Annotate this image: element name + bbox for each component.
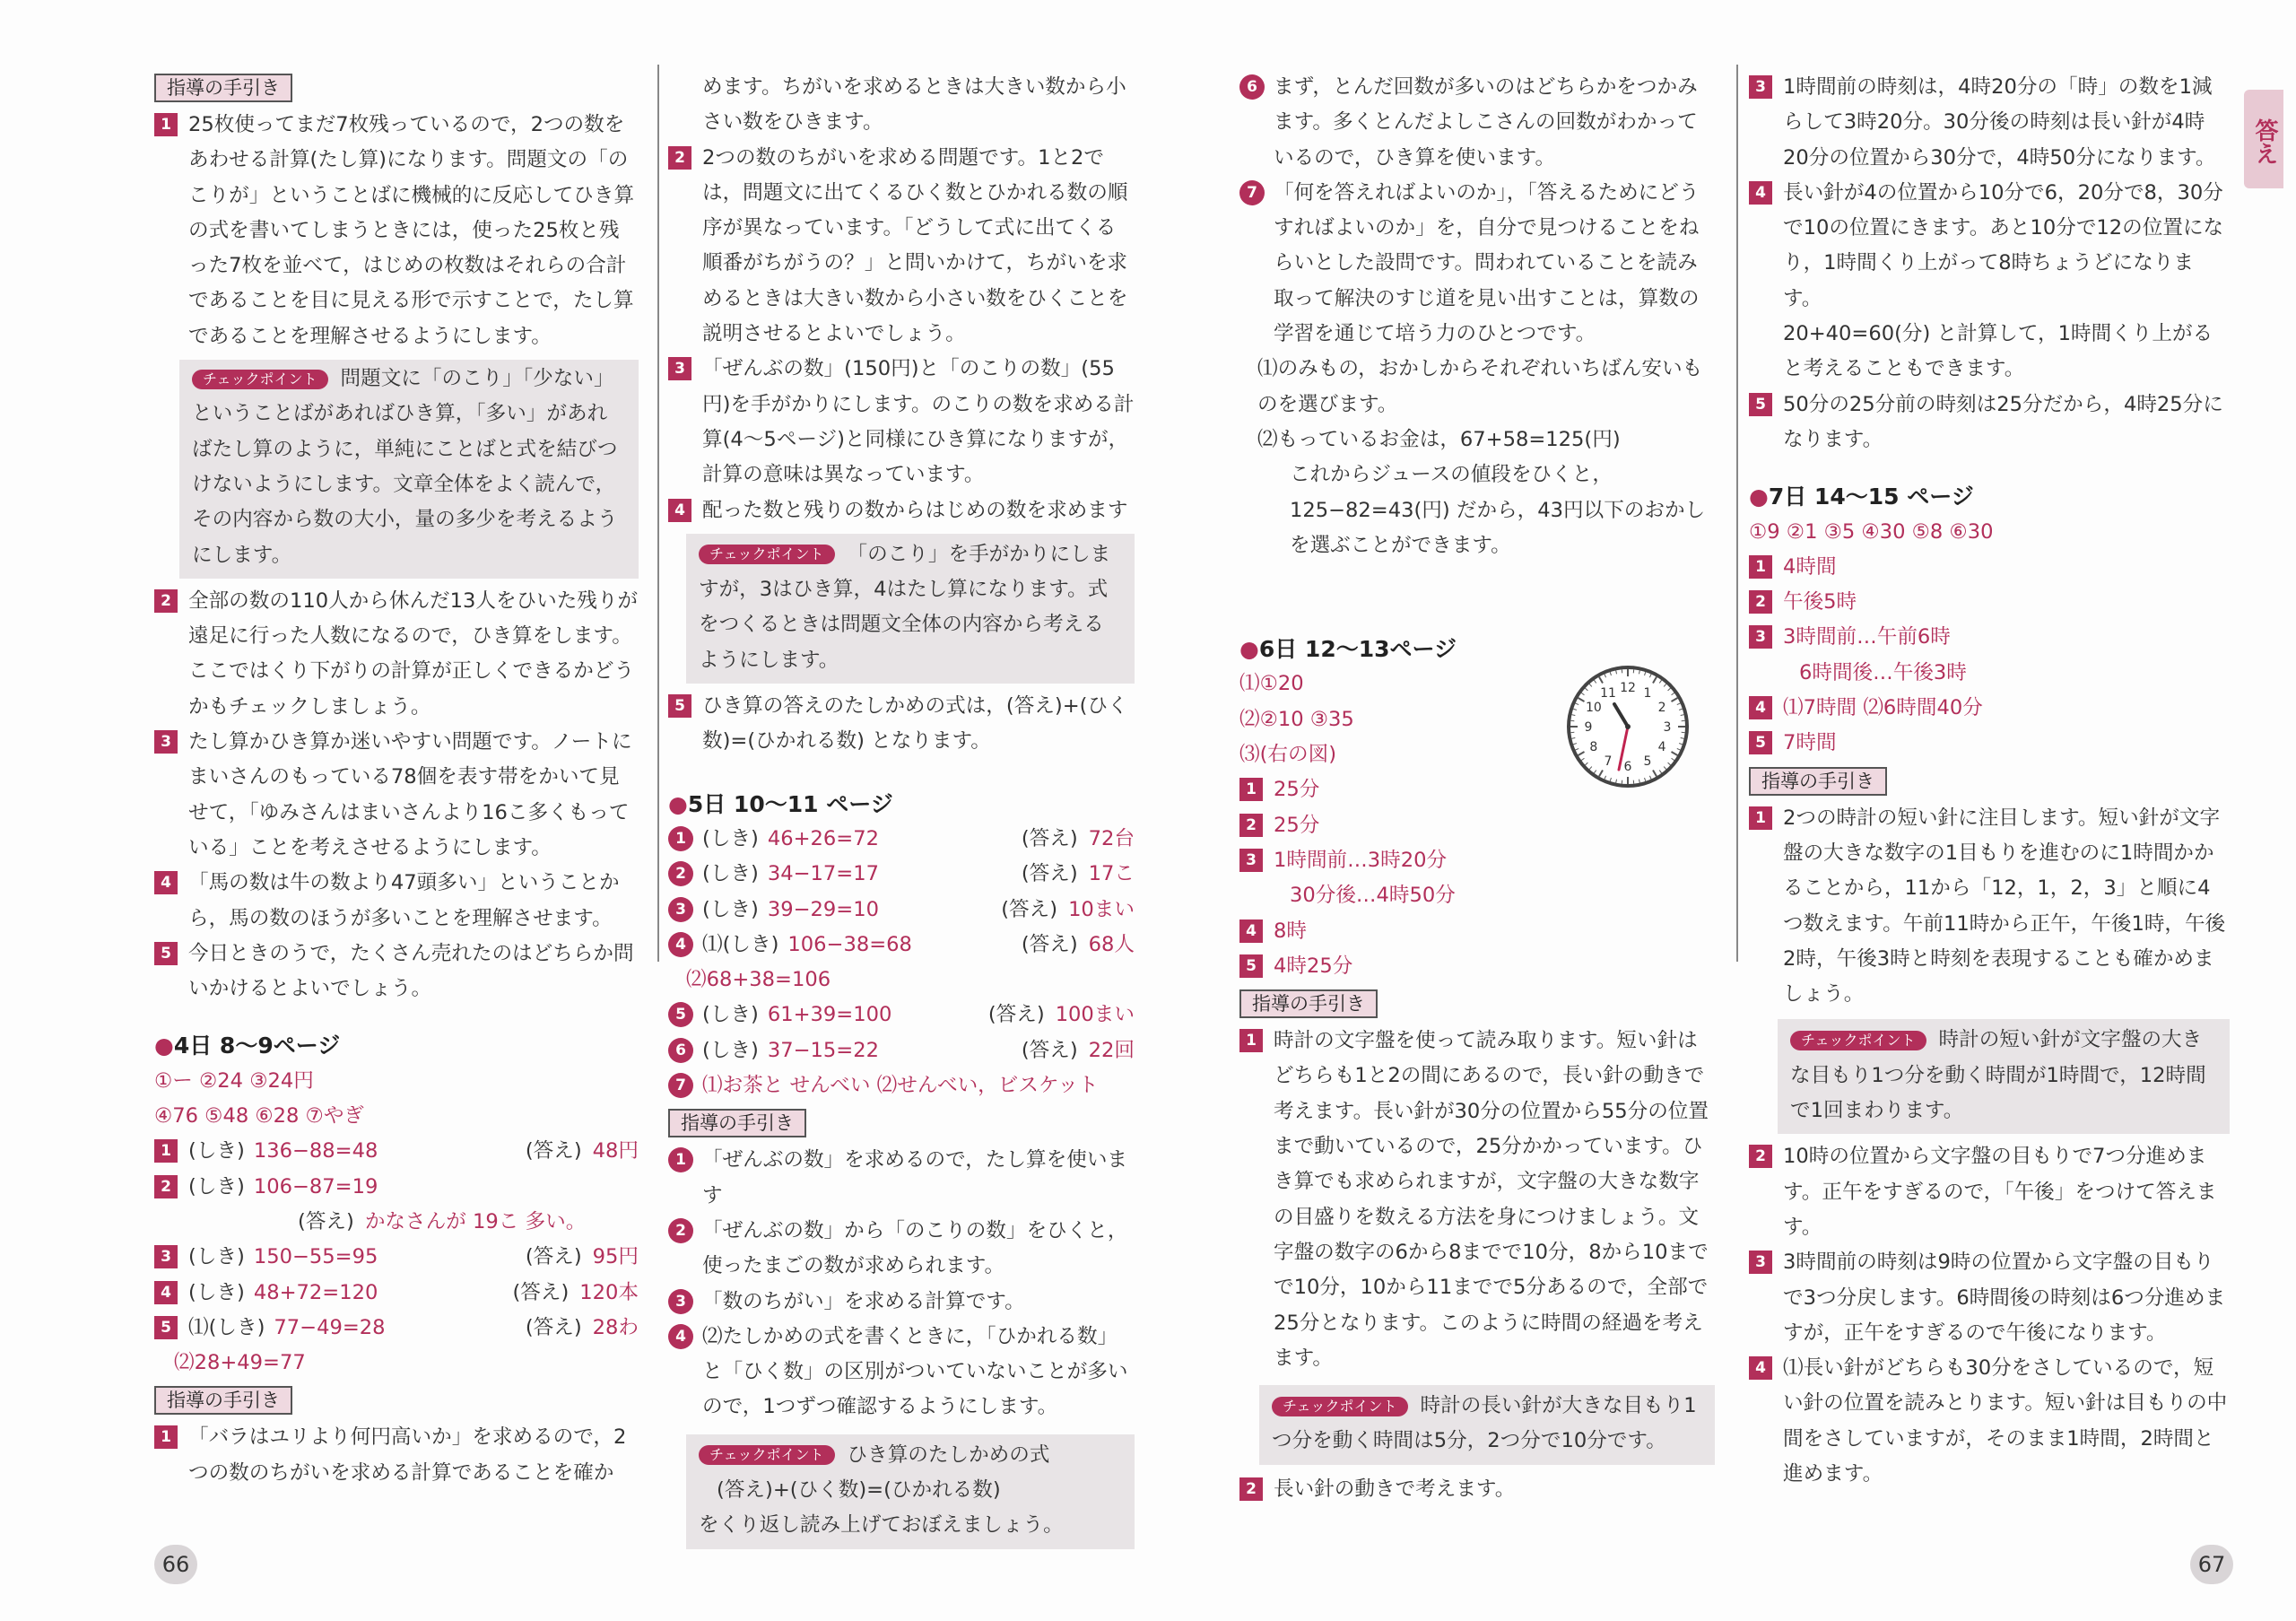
guide-item: [668, 689, 1135, 760]
continued-text: めます。ちがいを求めるときは大きい数から小さい数をひきます。: [702, 75, 1126, 135]
shiki-label: (しき): [702, 1038, 759, 1062]
answer-row: [1749, 550, 2230, 585]
item-number: 3: [668, 1289, 693, 1314]
answer-row: [1239, 914, 1715, 949]
clock-number: 5: [1643, 754, 1652, 770]
answer-row: [154, 1276, 639, 1311]
item-text: 1時間前の時刻は，4時20分の「時」の数を1減らして3時20分。30分後の時刻は長い針が4時20分の位置から30分で，4時50分になります。: [1783, 75, 2216, 170]
answer-row: [1749, 585, 2230, 620]
check-point-text: 時計の短い針が文字盤の大きな目もり1つ分を動く時間が1時間で，12時間で1回まわります。: [1790, 1028, 2206, 1123]
answer-label: (答え): [1021, 826, 1078, 850]
item-number: 4: [668, 1324, 693, 1349]
column-divider: [1736, 65, 1738, 962]
equation: 136−88=48: [253, 1139, 378, 1163]
item-number: 5: [1749, 393, 1772, 416]
guide-item: [668, 1320, 1135, 1425]
guide-item: [1749, 70, 2230, 176]
item-number: 1: [154, 1139, 178, 1163]
item-number: 5: [668, 694, 691, 718]
answer-line: ⑵68+38=106: [686, 968, 831, 992]
answer-row: [668, 998, 1135, 1033]
answer-value: 22回: [1088, 1038, 1135, 1062]
guide-item: [1239, 1024, 1715, 1376]
clock-number: 6: [1623, 760, 1632, 774]
item-number: 1: [1749, 806, 1772, 830]
item-text: 全部の数の110人から休んだ13人をひいた残りが遠足に行った人数になるので，ひき算をします。ここではくり下がりの計算が正しくできるかどうかもチェックしましょう。: [188, 588, 639, 719]
guide-item: [154, 584, 639, 725]
shiki-label: (しき): [702, 826, 759, 850]
clock-number: 2: [1657, 701, 1666, 715]
column-1: [154, 70, 639, 1491]
item-text: 配った数と残りの数からはじめの数を求めます: [702, 498, 1128, 522]
guide-item: [1749, 1245, 2230, 1351]
check-point-text: 問題文に「のこり」「少ない」ということばがあればひき算，「多い」があればたし算のように，単純にことばと式を結びつけないようにします。文章全体をよく読んで，その内容から数の大小，量の多少を考えるようにします。: [192, 367, 618, 567]
answer-value: 48円: [592, 1139, 639, 1163]
check-point-badge: チェックポイント: [1272, 1397, 1408, 1416]
answer-label: (答え): [1021, 1038, 1078, 1062]
item-text: たし算かひき算か迷いやすい問題です。ノートにまいさんのもっている78個を表す帯をかいて見せて，「ゆみさんはまいさんより16こ多くもっている」ことを考えさせるようにします。: [188, 730, 632, 859]
answer-value: 4時間: [1783, 554, 1837, 579]
item-text: 3時間前の時刻は9時の位置から文字盤の目もりで3つ分戻します。6時間後の時刻は6つ分進めますが，正午をすぎるので午後になります。: [1783, 1251, 2226, 1345]
guide-item: [668, 1285, 1135, 1320]
equation: 48+72=120: [253, 1280, 378, 1304]
equation: 34−17=17: [767, 862, 879, 886]
page-number: 67: [2190, 1545, 2233, 1584]
item-number: 2: [668, 861, 693, 886]
sub-text: ⑵もっているお金は，67+58=125(円): [1257, 427, 1621, 451]
answer-line: ④76 ⑤48 ⑥28 ⑦やぎ: [154, 1104, 365, 1129]
equation: 61+39=100: [767, 1003, 892, 1027]
answer-label: (答え): [512, 1280, 570, 1304]
item-number: 5: [1239, 954, 1263, 978]
equation: 106−38=68: [787, 932, 912, 956]
answer-row: [1749, 691, 2230, 726]
item-number: 2: [154, 1175, 178, 1198]
guide-item: [1749, 801, 2230, 1013]
item-number: 3: [1239, 849, 1263, 872]
item-number: 2: [668, 146, 691, 170]
sub-text: これからジュースの値段をひくと，: [1290, 463, 1613, 487]
column-divider: [657, 65, 659, 962]
column-2: [668, 70, 1135, 1555]
guide-item: [154, 108, 639, 354]
item-number: 2: [154, 589, 178, 613]
answer-value: 10まい: [1068, 897, 1135, 921]
item-text: 25枚使ってまだ7枚残っているので，2つの数をあわせる計算(たし算)になります。問題文の「のこりが」ということばに機械的に反応してひき算の式を書いてしまうときには，使った25枚と残った7枚を並べて，はじめの枚数はそれらの合計であることを目に見える形で示すことで，たし算であることを理解させるようにします。: [188, 113, 635, 348]
answer-value: 17こ: [1088, 862, 1135, 886]
item-number: 2: [1749, 1145, 1772, 1168]
equation: 106−87=19: [253, 1174, 378, 1198]
item-number: 1: [1239, 1029, 1263, 1052]
item-number: 5: [668, 1002, 693, 1027]
answer-row: [668, 893, 1135, 928]
answer-value: かなさんが 19こ 多い。: [364, 1209, 587, 1233]
answer-label: (答え): [1021, 932, 1078, 956]
shiki-label: (しき): [188, 1139, 245, 1163]
guide-item: [1749, 1351, 2230, 1492]
item-text: 2つの数のちがいを求める問題です。1と2では，問題文に出てくるひく数とひかれる数の順序が異なっています。「どうして式に出てくる順番がちがうの？」と問いかけて，ちがいを求めるときは大きい数から小さい数をひくことを説明させるとよいでしょう。: [702, 145, 1128, 346]
check-point-text: (答え)+(ひく数)=(ひかれる数): [717, 1477, 1001, 1502]
guide-heading: 指導の手引き: [154, 1386, 292, 1415]
answer-value: 25分: [1274, 813, 1320, 837]
sub-text: 125−82=43(円) だから，43円以下のおかしを選ぶことができます。: [1290, 498, 1706, 557]
clock-number: 10: [1585, 701, 1602, 715]
shiki-label: (しき): [188, 1174, 245, 1198]
answer-row: [668, 822, 1135, 857]
answers-tab: 答え: [2244, 90, 2283, 188]
answer-label: (答え): [298, 1209, 354, 1233]
item-text: 今日ときのうで，たくさん売れたのはどちらか問いかけるとよいでしょう。: [188, 941, 634, 1001]
equation: 39−29=10: [767, 897, 879, 921]
check-point-box: [1778, 1019, 2230, 1134]
right-page: [1150, 0, 2296, 1621]
answer-row: [154, 1170, 639, 1205]
day-heading: ●5日 10～11 ページ: [668, 790, 893, 817]
clock-number: 4: [1657, 740, 1666, 754]
item-text: 「馬の数は牛の数より47頭多い」ということから，馬の数のほうが多いことを理解させます。: [188, 871, 620, 930]
answer-label: (答え): [1001, 897, 1058, 921]
answer-line: ⑶(右の図): [1239, 743, 1337, 767]
shiki-label: (しき): [188, 1280, 245, 1304]
check-point-box: [686, 534, 1135, 684]
item-number: 1: [668, 1147, 693, 1172]
item-text: 「ぜんぶの数」から「のこりの数」をひくと，使ったまごの数が求められます。: [702, 1218, 1128, 1278]
item-number: 1: [1749, 555, 1772, 579]
answer-line: 6時間後…午後3時: [1799, 660, 1967, 684]
item-number: 2: [668, 1218, 693, 1243]
answer-row: [154, 1240, 639, 1275]
item-text: 時計の文字盤を使って読み取ります。短い針はどちらも1と2の間にあるので，長い針の動きで考えます。長い針が30分の位置から55分の位置まで動いているので，25分かかっています。ひき算でも求められますが，文字盤の大きな数字の目盛りを数える方法を身につけましょう。文字盤の数字の6から8までで10分，8から10までで10分，10から11までで5分あるので，全部で25分となります。このように時間の経過を考えます。: [1274, 1029, 1709, 1370]
day-title: 5日 10～11 ページ: [687, 790, 893, 817]
answer-row: [668, 1068, 1135, 1103]
item-number: 3: [1749, 1251, 1772, 1274]
answer-value: 120本: [579, 1280, 639, 1304]
clock-number: 1: [1643, 685, 1652, 701]
guide-item: [668, 1214, 1135, 1285]
clock-number: 12: [1620, 681, 1636, 695]
check-point-badge: チェックポイント: [699, 545, 835, 564]
item-text: ⑵たしかめの式を書くときに，「ひかれる数」と「ひく数」の区別がついていないことが多いので，1つずつ確認するようにします。: [702, 1324, 1128, 1419]
answer-row: [668, 1033, 1135, 1068]
guide-item: [154, 725, 639, 866]
answer-label: (答え): [525, 1315, 582, 1339]
shiki-label: (しき): [702, 1003, 759, 1027]
shiki-label: ⑴(しき): [702, 932, 779, 956]
answer-line: ⑵②10 ③35: [1239, 707, 1354, 731]
shiki-label: (しき): [188, 1245, 245, 1269]
answer-value: 68人: [1088, 932, 1135, 956]
answer-value: 8時: [1274, 919, 1307, 943]
answer-line: ①ー ②24 ③24円: [154, 1068, 314, 1093]
item-number: 4: [668, 499, 691, 522]
answer-row: [668, 928, 1135, 963]
check-point-text: 「のこり」を手がかりにしますが，3はひき算，4はたし算になります。式をつくるときは問題文全体の内容から考えるようにします。: [699, 542, 1111, 672]
clock-number: 9: [1584, 720, 1593, 735]
clock-number: 11: [1600, 685, 1616, 701]
item-text: 「ぜんぶの数」(150円)と「のこりの数」(55円)を手がかりにします。のこりの数を求める計算(4～5ページ)と同様にひき算になりますが，計算の意味は異なっています。: [702, 357, 1135, 487]
equation: 77−49=28: [274, 1315, 386, 1339]
check-point-box: [1259, 1385, 1715, 1465]
answer-label: (答え): [525, 1245, 582, 1269]
item-number: 5: [1749, 731, 1772, 754]
item-text: ひき算の答えのたしかめの式は，(答え)+(ひく数)=(ひかれる数) となります。: [702, 694, 1128, 754]
answer-row: [1239, 949, 1715, 984]
item-number: 4: [1239, 919, 1263, 943]
item-number: 3: [1749, 625, 1772, 649]
answer-value: 28わ: [592, 1315, 639, 1339]
clock-number: 3: [1663, 720, 1672, 735]
guide-heading: 指導の手引き: [154, 74, 292, 102]
answer-value: 95円: [592, 1245, 639, 1269]
guide-item: [154, 866, 639, 937]
item-text: 長い針の動きで考えます。: [1274, 1477, 1516, 1501]
guide-item: [668, 352, 1135, 492]
check-point-badge: チェックポイント: [192, 370, 328, 389]
check-point-badge: チェックポイント: [699, 1445, 835, 1465]
shiki-label: ⑴(しき): [188, 1315, 265, 1339]
item-number: 4: [1749, 696, 1772, 719]
answer-value: ⑴お茶と せんべい ⑵せんべい，ビスケット: [702, 1074, 1099, 1098]
item-number: 2: [1239, 814, 1263, 837]
clock-number: 8: [1589, 740, 1598, 754]
item-number: 6: [1239, 74, 1265, 100]
day-title: 7日 14～15 ページ: [1768, 484, 1974, 510]
item-number: 3: [154, 730, 178, 754]
check-point-box: [686, 1434, 1135, 1549]
answer-value: 3時間前…午前6時: [1783, 625, 1951, 649]
answer-line: ①9 ②1 ③5 ④30 ⑤8 ⑥30: [1749, 519, 1994, 544]
item-number: 1: [1239, 778, 1263, 801]
answer-value: 午後5時: [1783, 590, 1857, 614]
answer-row: [1749, 726, 2230, 761]
answer-line: 30分後…4時50分: [1290, 884, 1456, 908]
guide-item: [1239, 176, 1715, 352]
answer-line: ⑵28+49=77: [174, 1351, 306, 1375]
guide-item: [1239, 70, 1715, 176]
check-point-text: をくり返し読み上げておぼえましょう。: [699, 1513, 1064, 1538]
item-number: 3: [154, 1245, 178, 1268]
item-number: 6: [668, 1038, 693, 1063]
answer-row: [154, 1311, 639, 1346]
item-number: 5: [154, 942, 178, 965]
item-number: 2: [1239, 1477, 1263, 1501]
day-title: 4日 8～9ページ: [173, 1033, 341, 1059]
page-number: 66: [154, 1545, 197, 1584]
answer-value: 1時間前…3時20分: [1274, 848, 1448, 872]
check-point-box: [179, 360, 639, 579]
answer-row: [154, 1134, 639, 1169]
answer-row: [668, 857, 1135, 892]
continued-text: 20+40=60(分) と計算して，1時間くり上がると考えることもできます。: [1783, 322, 2213, 381]
guide-item: [1749, 1139, 2230, 1245]
check-point-text: 時計の長い針が大きな目もり1つ分を動く時間は5分，2つ分で10分です。: [1272, 1394, 1697, 1453]
clock-number: 7: [1604, 754, 1613, 770]
guide-item: [668, 493, 1135, 528]
guide-item: [668, 141, 1135, 353]
item-text: 長い針が4の位置から10分で6，20分で8，30分で10の位置にきます。あと10分で12の位置になり，1時間くり上がって8時ちょうどになります。: [1783, 180, 2224, 310]
answer-label: (答え): [525, 1139, 582, 1163]
day-heading: ●6日 12～13ページ: [1239, 636, 1457, 663]
answer-value: 7時間: [1783, 731, 1837, 755]
item-number: 4: [154, 871, 178, 894]
answer-value: 72台: [1088, 826, 1135, 850]
equation: 37−15=22: [767, 1038, 879, 1062]
item-number: 4: [668, 932, 693, 957]
equation: 46+26=72: [767, 826, 879, 850]
answer-value: 4時25分: [1274, 954, 1353, 978]
answer-value: 25分: [1274, 778, 1320, 802]
answer-row: [154, 1205, 639, 1240]
item-number: 7: [668, 1073, 693, 1098]
item-number: 5: [154, 1316, 178, 1339]
item-text: 「何を答えればよいのか」，「答えるためにどうすればよいのか」を，自分で見つけることをねらいとした設問です。問われていることを読み取って解決のすじ道を見い出すことは，算数の学習を通じて培う力のひとつです。: [1274, 180, 1700, 346]
column-4: [1749, 70, 2230, 1492]
item-number: 2: [1749, 590, 1772, 614]
item-text: 10時の位置から文字盤の目もりで7つ分進めます。正午をすぎるので，「午後」をつけて答えます。: [1783, 1145, 2217, 1239]
sub-text: ⑴のみもの，おかしからそれぞれいちばん安いものを選びます。: [1257, 357, 1703, 416]
answer-row: [1239, 843, 1715, 878]
item-number: 7: [1239, 180, 1265, 205]
guide-item: [154, 1420, 639, 1491]
answer-value: ⑴7時間 ⑵6時間40分: [1783, 696, 1983, 720]
guide-item: [1749, 176, 2230, 317]
item-text: 「バラはユリより何円高いか」を求めるので，2つの数のちがいを求める計算であることを確か: [188, 1425, 627, 1485]
answer-row: [1239, 808, 1715, 843]
item-number: 3: [668, 357, 691, 380]
item-number: 1: [668, 826, 693, 851]
check-point-badge: チェックポイント: [1790, 1031, 1926, 1050]
guide-heading: 指導の手引き: [1749, 767, 1887, 796]
equation: 150−55=95: [253, 1245, 378, 1269]
item-text: 「ぜんぶの数」を求めるので，たし算を使います: [702, 1148, 1128, 1207]
item-number: 3: [668, 897, 693, 922]
guide-heading: 指導の手引き: [1239, 989, 1378, 1018]
day-heading: ●7日 14～15 ページ: [1749, 484, 1974, 510]
day-title: 6日 12～13ページ: [1258, 636, 1457, 663]
guide-item: [1749, 388, 2230, 458]
item-text: 50分の25分前の時刻は25分だから，4時25分になります。: [1783, 392, 2223, 451]
item-text: まず，とんだ回数が多いのはどちらかをつかみます。多くとんだよしこさんの回数がわかっているので，ひき算を使います。: [1274, 75, 1698, 170]
shiki-label: (しき): [702, 897, 759, 921]
answer-line: ⑴①20: [1239, 672, 1304, 696]
check-point-text: ひき算のたしかめの式: [847, 1442, 1050, 1467]
item-number: 3: [1749, 75, 1772, 99]
guide-item: [1239, 1472, 1715, 1507]
clock-icon: [1565, 664, 1691, 789]
answer-value: 100まい: [1055, 1003, 1135, 1027]
guide-item: [668, 1143, 1135, 1214]
shiki-label: (しき): [702, 862, 759, 886]
item-number: 4: [1749, 181, 1772, 205]
item-text: 「数のちがい」を求める計算です。: [702, 1289, 1025, 1313]
item-number: 4: [1749, 1356, 1772, 1380]
item-number: 4: [154, 1281, 178, 1304]
guide-heading: 指導の手引き: [668, 1109, 806, 1137]
item-number: 1: [154, 113, 178, 136]
answer-label: (答え): [987, 1003, 1045, 1027]
answer-label: (答え): [1021, 862, 1078, 886]
day-heading: ●4日 8～9ページ: [154, 1033, 341, 1059]
item-text: 2つの時計の短い針に注目します。短い針が文字盤の大きな数字の1目もりを進むのに1時間かかることから，11から「12，1，2，3」と順に4つ数えます。午前11時から正午，午後1時，午後2時，午後3時と時刻を表現することも確かめましょう。: [1783, 806, 2226, 1007]
item-text: ⑴長い針がどちらも30分をさしているので，短い針の位置を読みとります。短い針は目もりの中間をさしていますが，そのまま1時間，2時間と進めます。: [1783, 1356, 2228, 1486]
guide-item: [154, 937, 639, 1007]
answer-row: [1749, 620, 2230, 655]
item-number: 1: [154, 1425, 178, 1449]
